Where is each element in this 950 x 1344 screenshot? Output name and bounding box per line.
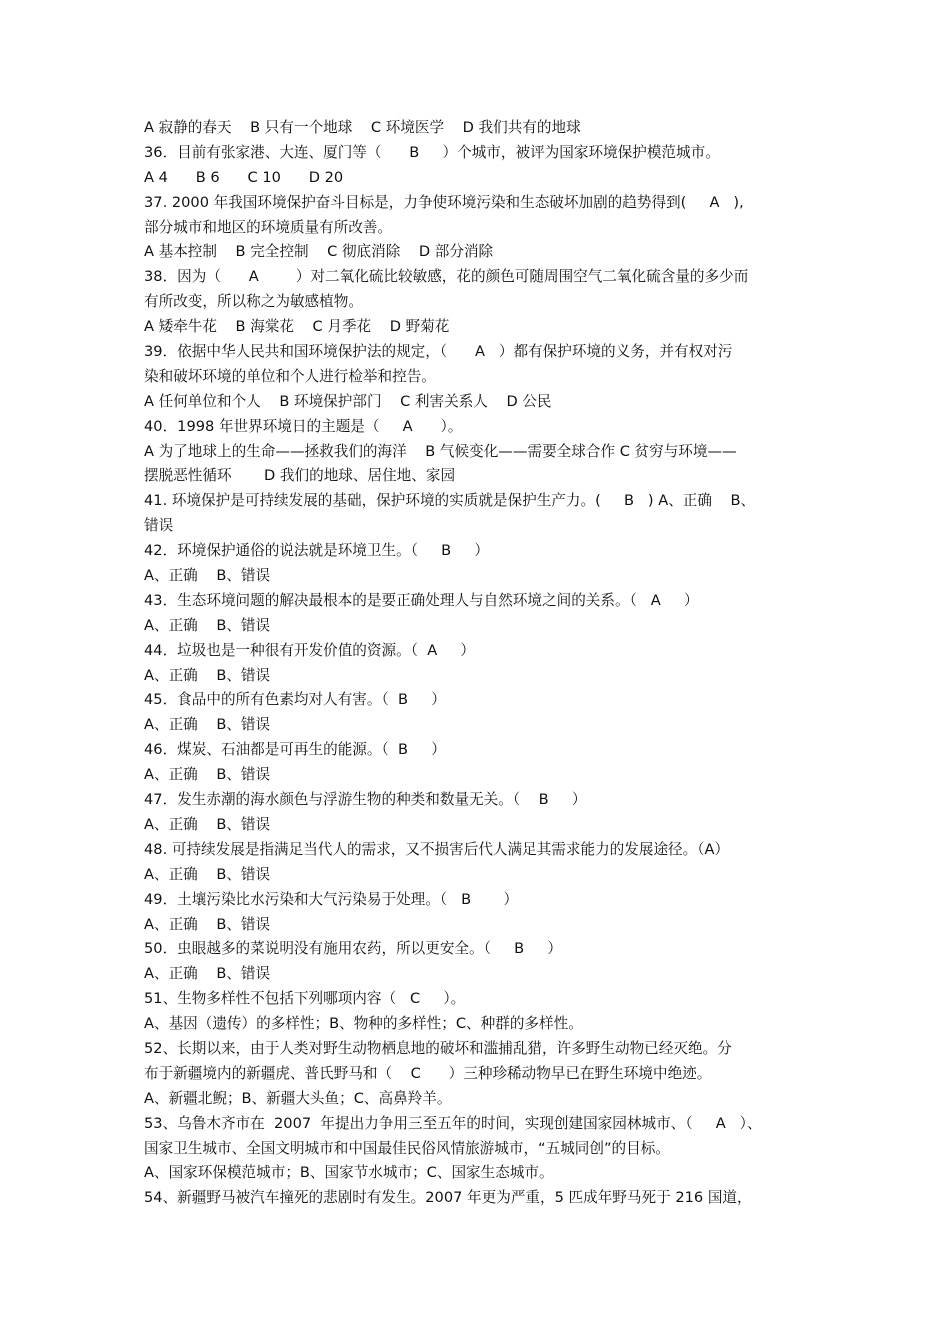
question-41: 41. 环境保护是可持续发展的基础，保护环境的实质就是保护生产力。( B ) A、正确 B、 bbox=[144, 492, 756, 510]
question-38: 38．因为（ A ）对二氧化硫比较敏感，花的颜色可随周围空气二氧化硫含量的多少而 bbox=[144, 268, 749, 286]
text-line: 摆脱恶性循环 D 我们的地球、居住地、家园 bbox=[144, 467, 456, 485]
text-line: A 寂静的春天 B 只有一个地球 C 环境医学 D 我们共有的地球 bbox=[144, 119, 581, 136]
text-line: 部分城市和地区的环境质量有所改善。 bbox=[144, 218, 393, 236]
text-line: A、正确 B、错误 bbox=[144, 865, 271, 883]
text-line: A、国家环保模范城市；B、国家节水城市；C、国家生态城市。 bbox=[144, 1164, 554, 1182]
question-45: 45．食品中的所有色素均对人有害。（ B ） bbox=[144, 691, 446, 709]
text-line: A、正确 B、错误 bbox=[144, 716, 271, 734]
question-40: 40．1998 年世界环境日的主题是（ A ）。 bbox=[144, 417, 463, 435]
text-line: 布于新疆境内的新疆虎、普氏野马和（ C ）三种珍稀动物早已在野生环境中绝迹。 bbox=[144, 1064, 712, 1082]
text-line: A、新疆北鲵；B、新疆大头鱼；C、高鼻羚羊。 bbox=[144, 1089, 452, 1107]
question-36: 36．目前有张家港、大连、厦门等（ B ）个城市，被评为国家环境保护模范城市。 bbox=[144, 143, 720, 161]
text-line: 错误 bbox=[144, 517, 174, 535]
text-line: 有所改变，所以称之为敏感植物。 bbox=[144, 293, 363, 311]
text-line: A、正确 B、错误 bbox=[144, 666, 271, 684]
text-line: A、正确 B、错误 bbox=[144, 567, 271, 585]
question-39: 39．依据中华人民共和国环境保护法的规定，（ A ）都有保护环境的义务，并有权对污 bbox=[144, 343, 733, 361]
text-line: A、正确 B、错误 bbox=[144, 616, 271, 634]
text-line: A 为了地球上的生命——拯救我们的海洋 B 气候变化——需要全球合作 C 贫穷与环境—— bbox=[144, 442, 737, 460]
question-50: 50．虫眼越多的菜说明没有施用农药，所以更安全。（ B ） bbox=[144, 940, 562, 958]
text-line: 染和破坏环境的单位和个人进行检举和控告。 bbox=[144, 367, 436, 385]
question-53: 53、乌鲁木齐市在 2007 年提出力争用三至五年的时间，实现创建国家园林城市、（ A ）、 bbox=[144, 1114, 762, 1132]
question-48: 48. 可持续发展是指满足当代人的需求，又不损害后代人满足其需求能力的发展途径。（A） bbox=[144, 840, 730, 858]
text-line: 国家卫生城市、全国文明城市和中国最佳民俗风情旅游城市，“五城同创”的目标。 bbox=[144, 1139, 670, 1157]
question-49: 49．土壤污染比水污染和大气污染易于处理。（ B ） bbox=[144, 890, 519, 908]
text-line: A、正确 B、错误 bbox=[144, 915, 271, 933]
text-line: A 4 B 6 C 10 D 20 bbox=[144, 168, 344, 186]
question-44: 44．垃圾也是一种很有开发价值的资源。（ A ） bbox=[144, 641, 476, 659]
text-line: A 矮牵牛花 B 海棠花 C 月季花 D 野菊花 bbox=[144, 318, 450, 336]
question-47: 47．发生赤潮的海水颜色与浮游生物的种类和数量无关。（ B ） bbox=[144, 791, 587, 809]
text-line: A、正确 B、错误 bbox=[144, 766, 271, 784]
text-line: A、基因（遗传）的多样性；B、物种的多样性；C、种群的多样性。 bbox=[144, 1015, 583, 1033]
question-51: 51、生物多样性不包括下列哪项内容（ C ）。 bbox=[144, 990, 466, 1008]
text-line: A 任何单位和个人 B 环境保护部门 C 利害关系人 D 公民 bbox=[144, 392, 552, 410]
question-54: 54、新疆野马被汽车撞死的悲剧时有发生。2007 年更为严重，5 匹成年野马死于 216 国道， bbox=[144, 1189, 752, 1207]
question-43: 43．生态环境问题的解决最根本的是要正确处理人与自然环境之间的关系。（ A ） bbox=[144, 591, 699, 609]
text-line: A、正确 B、错误 bbox=[144, 965, 271, 983]
text-line: A、正确 B、错误 bbox=[144, 815, 271, 833]
question-42: 42．环境保护通俗的说法就是环境卫生。（ B ） bbox=[144, 542, 489, 560]
document-body bbox=[144, 116, 812, 1211]
question-52: 52、长期以来，由于人类对野生动物栖息地的破坏和滥捕乱猎，许多野生动物已经灭绝。分 bbox=[144, 1039, 732, 1057]
text-line: A 基本控制 B 完全控制 C 彻底消除 D 部分消除 bbox=[144, 243, 494, 261]
question-37: 37. 2000 年我国环境保护奋斗目标是，力争使环境污染和生态破坏加剧的趋势得到( A ), bbox=[144, 193, 744, 211]
question-46: 46．煤炭、石油都是可再生的能源。（ B ） bbox=[144, 741, 446, 759]
